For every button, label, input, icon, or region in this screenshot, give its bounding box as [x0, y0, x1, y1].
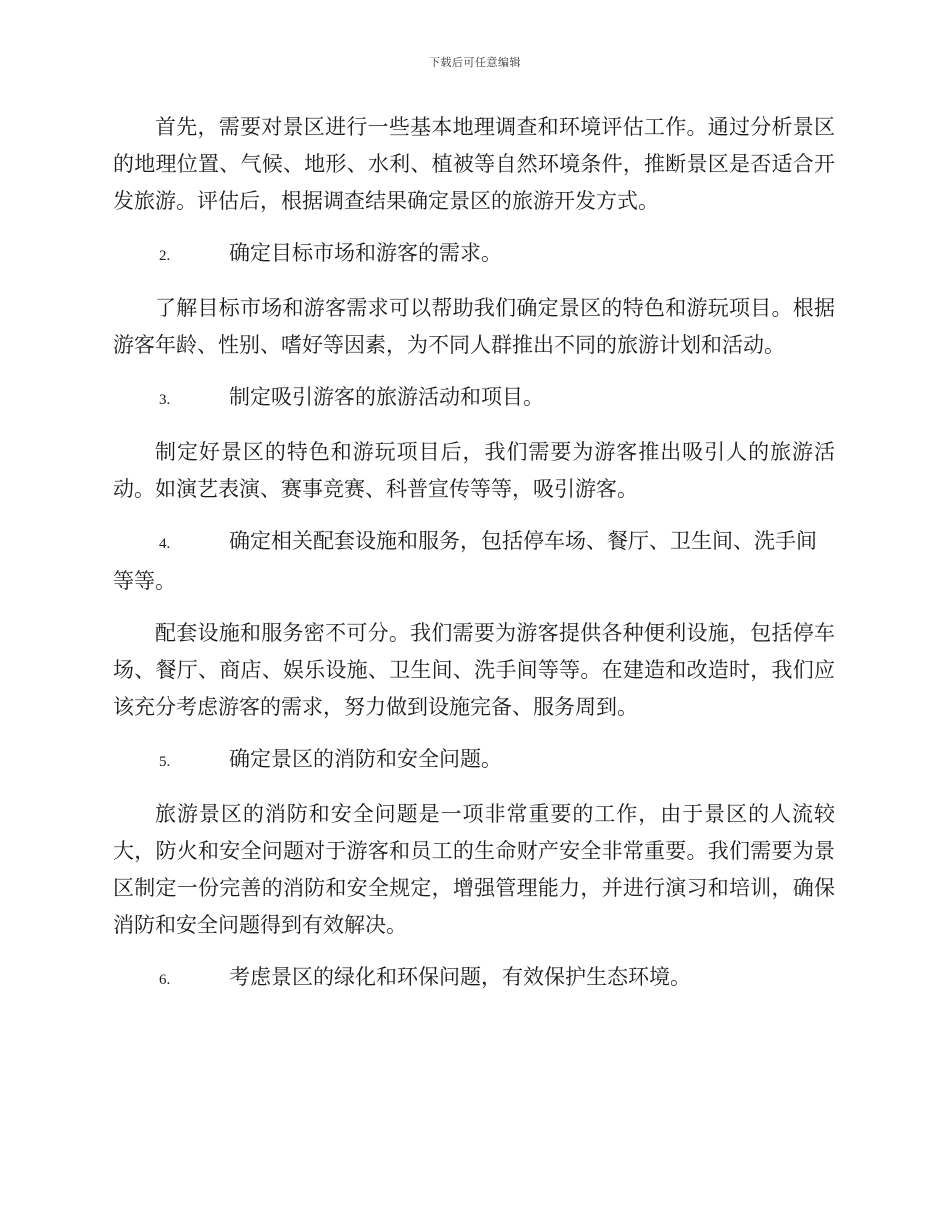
list-number: 2.: [159, 248, 171, 264]
page-header: 下载后可任意编辑: [429, 56, 521, 69]
list-item-text: 确定目标市场和游客的需求。: [229, 241, 502, 265]
list-item-text: 考虑景区的绿化和环保问题，有效保护生态环境。: [229, 965, 691, 989]
paragraph-target-market: 了解目标市场和游客需求可以帮助我们确定景区的特色和游玩项目。根据游客年龄、性别、嗜好等因素，为不同人群推出不同的旅游计划和活动。: [113, 296, 835, 357]
list-item-text: 制定吸引游客的旅游活动和项目。: [229, 385, 544, 409]
list-number: 3.: [159, 392, 171, 408]
list-item-text: 确定景区的消防和安全问题。: [229, 747, 502, 771]
document-body: [113, 109, 835, 1014]
list-item-6: [113, 959, 835, 999]
list-item-4: [113, 523, 835, 600]
paragraph-site-survey: 首先，需要对景区进行一些基本地理调查和环境评估工作。通过分析景区的地理位置、气候、地形、水利、植被等自然环境条件，推断景区是否适合开发旅游。评估后，根据调查结果确定景区的旅游开发方式。: [113, 115, 835, 213]
list-number: 5.: [159, 754, 171, 770]
paragraph-facilities: 配套设施和服务密不可分。我们需要为游客提供各种便利设施，包括停车场、餐厅、商店、娱乐设施、卫生间、洗手间等等。在建造和改造时，我们应该充分考虑游客的需求，努力做到设施完备、服务周到。: [113, 621, 835, 719]
paragraph-fire-safety: 旅游景区的消防和安全问题是一项非常重要的工作，由于景区的人流较大，防火和安全问题对于游客和员工的生命财产安全非常重要。我们需要为景区制定一份完善的消防和安全规定，增强管理能力，并进行演习和培训，确保消防和安全问题得到有效解决。: [113, 802, 835, 937]
list-number: 6.: [159, 972, 171, 988]
list-item-3: [113, 379, 835, 419]
list-number: 4.: [159, 536, 171, 552]
paragraph-activities: 制定好景区的特色和游玩项目后，我们需要为游客推出吸引人的旅游活动。如演艺表演、赛事竞赛、科普宣传等等，吸引游客。: [113, 440, 835, 501]
list-item-5: [113, 741, 835, 781]
list-item-2: [113, 235, 835, 275]
list-item-text: 确定相关配套设施和服务，包括停车场、餐厅、卫生间、洗手间等等。: [113, 529, 817, 593]
